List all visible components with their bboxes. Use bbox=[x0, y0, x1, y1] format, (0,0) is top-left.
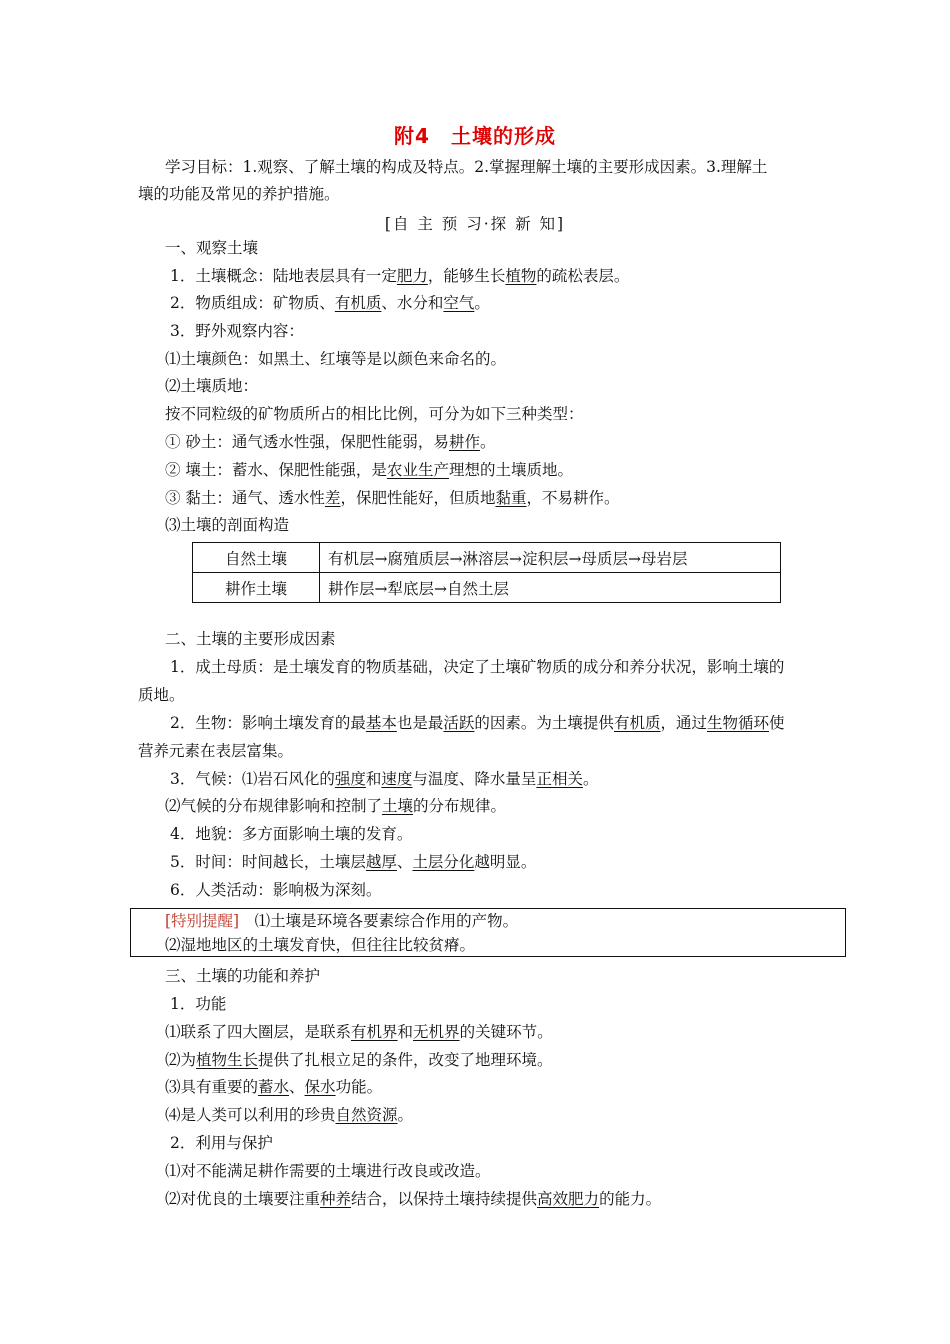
soil-profile-table bbox=[192, 542, 781, 603]
preview-header: [自 主 预 习·探 新 知] bbox=[384, 215, 566, 233]
table-cell: 耕作土壤 bbox=[193, 573, 320, 603]
paragraph: 质地。 bbox=[138, 686, 185, 704]
paragraph: ① 砂土：通气透水性强，保肥性能弱，易耕作。 bbox=[165, 433, 496, 451]
table-cell: 耕作层→犁底层→自然土层 bbox=[320, 573, 781, 603]
paragraph: ⑴土壤颜色：如黑土、红壤等是以颜色来命名的。 bbox=[165, 350, 507, 368]
section-heading-3: 三、土壤的功能和养护 bbox=[165, 967, 321, 985]
paragraph: ⑵为植物生长提供了扎根立足的条件，改变了地理环境。 bbox=[165, 1051, 553, 1069]
paragraph: 4．地貌：多方面影响土壤的发育。 bbox=[170, 825, 413, 843]
paragraph: 2．利用与保护 bbox=[170, 1134, 273, 1152]
paragraph: 3．气候：⑴岩石风化的强度和速度与温度、降水量呈正相关。 bbox=[170, 770, 599, 788]
paragraph: ⑴联系了四大圈层，是联系有机界和无机界的关键环节。 bbox=[165, 1023, 553, 1041]
paragraph: 2．物质组成：矿物质、有机质、水分和空气。 bbox=[170, 294, 490, 312]
section-heading-2: 二、土壤的主要形成因素 bbox=[165, 630, 336, 648]
paragraph: 1．成土母质：是土壤发育的物质基础，决定了土壤矿物质的成分和养分状况，影响土壤的 bbox=[170, 658, 785, 676]
paragraph: ⑶土壤的剖面构造 bbox=[165, 516, 290, 534]
paragraph: ② 壤土：蓄水、保肥性能强，是农业生产理想的土壤质地。 bbox=[165, 461, 573, 479]
section-heading-1: 一、观察土壤 bbox=[165, 239, 259, 257]
paragraph: 6．人类活动：影响极为深刻。 bbox=[170, 881, 382, 899]
paragraph: 2．生物：影响土壤发育的最基本也是最活跃的因素。为土壤提供有机质，通过生物循环使 bbox=[170, 714, 785, 732]
paragraph: ⑷是人类可以利用的珍贵自然资源。 bbox=[165, 1106, 414, 1124]
page-title: 附4 土壤的形成 bbox=[394, 124, 556, 148]
paragraph: 1．土壤概念：陆地表层具有一定肥力，能够生长植物的疏松表层。 bbox=[170, 267, 630, 285]
paragraph: ⑵土壤质地： bbox=[165, 377, 259, 395]
paragraph: 1．功能 bbox=[170, 995, 227, 1013]
table-row bbox=[193, 573, 781, 603]
paragraph: 营养元素在表层富集。 bbox=[138, 742, 294, 760]
paragraph: ⑵对优良的土壤要注重种养结合，以保持土壤持续提供高效肥力的能力。 bbox=[165, 1190, 662, 1208]
paragraph: 5．时间：时间越长，土壤层越厚、土层分化越明显。 bbox=[170, 853, 537, 871]
learning-goals-line2: 壤的功能及常见的养护措施。 bbox=[138, 185, 340, 203]
paragraph: ⑶具有重要的蓄水、保水功能。 bbox=[165, 1078, 383, 1096]
special-note-line2: ⑵湿地地区的土壤发育快，但往往比较贫瘠。 bbox=[165, 936, 476, 954]
table-row bbox=[193, 543, 781, 573]
table-cell: 有机层→腐殖质层→淋溶层→淀积层→母质层→母岩层 bbox=[320, 543, 781, 573]
paragraph: ⑵气候的分布规律影响和控制了土壤的分布规律。 bbox=[165, 797, 507, 815]
paragraph: ⑴对不能满足耕作需要的土壤进行改良或改造。 bbox=[165, 1162, 491, 1180]
table-cell: 自然土壤 bbox=[193, 543, 320, 573]
paragraph: ③ 黏土：通气、透水性差，保肥性能好，但质地黏重，不易耕作。 bbox=[165, 489, 620, 507]
note-tag: [特别提醒] bbox=[165, 912, 240, 930]
learning-goals-line1: 学习目标：1.观察、了解土壤的构成及特点。2.掌握理解土壤的主要形成因素。3.理解土 bbox=[165, 158, 768, 176]
paragraph: 按不同粒级的矿物质所占的相比比例，可分为如下三种类型： bbox=[165, 405, 584, 423]
special-note-line1: [特别提醒] ⑴土壤是环境各要素综合作用的产物。 bbox=[165, 912, 519, 930]
paragraph: 3．野外观察内容： bbox=[170, 322, 304, 340]
